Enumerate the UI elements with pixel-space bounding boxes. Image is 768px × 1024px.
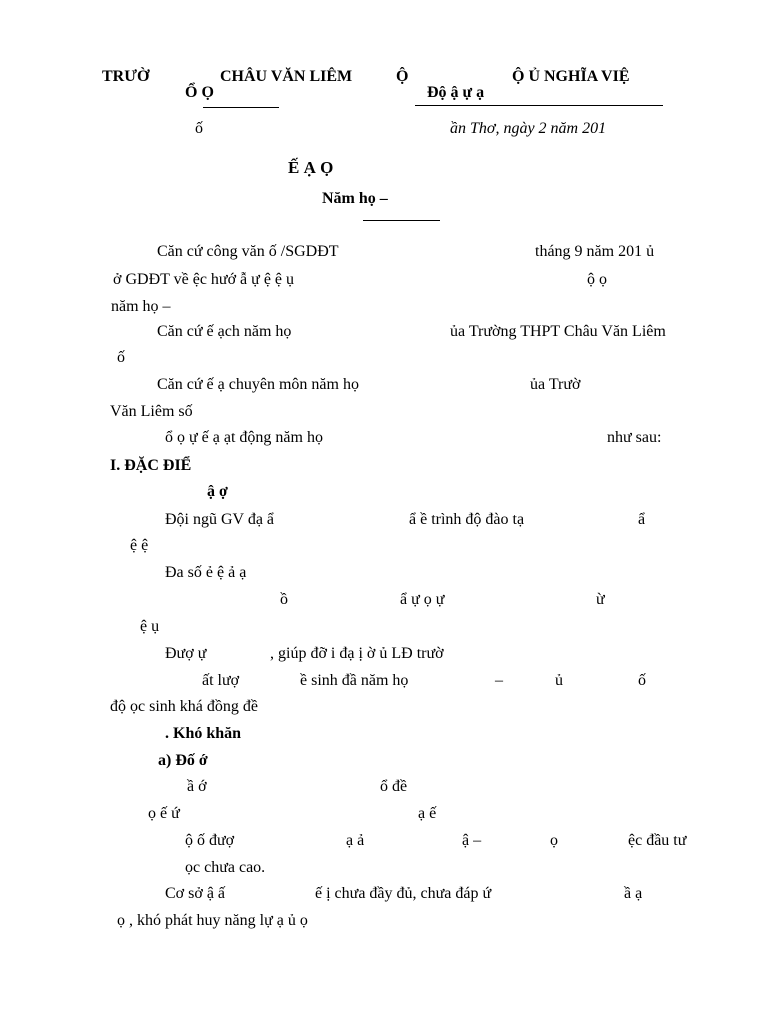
difficulties-heading: . Khó khăn — [165, 725, 242, 742]
advantage-3-line2-u: ủ — [555, 672, 563, 689]
title-underline — [363, 220, 440, 221]
right-header-underline — [415, 105, 663, 106]
school-name-prefix: TRƯỜ — [102, 68, 150, 85]
advantage-2-line2-mid: ẩ ự ọ ự — [400, 591, 445, 608]
advantage-2-line2-end: ừ — [596, 591, 605, 608]
basis-paragraph-1-line2: ở GDĐT về ệc hướ ẫ ự ệ ệ ụ — [113, 271, 295, 288]
difficulty-3-line2: ọ , khó phát huy năng lự ạ ủ ọ — [117, 912, 308, 929]
basis-paragraph-3-line2: Văn Liêm số — [110, 403, 193, 420]
advantage-3-line2: ất lượ — [202, 672, 240, 689]
school-name: CHÂU VĂN LIÊM — [220, 68, 353, 85]
basis-paragraph-3: Căn cứ ế ạ chuyên môn năm họ — [157, 376, 359, 393]
difficulty-2-mid: ạ ả — [346, 832, 365, 849]
document-number: ố — [195, 120, 203, 137]
difficulty-2: ộ ố đượ — [185, 832, 235, 849]
document-date: ần Thơ, ngày 2 năm 201 — [450, 120, 607, 137]
difficulty-2-line2: ọc chưa cao. — [185, 859, 266, 876]
basis-paragraph-2-end: ủa Trường THPT Châu Văn Liêm — [450, 323, 666, 340]
difficulties-students-heading: a) Đố ớ — [158, 752, 208, 769]
plan-intro-end: như sau: — [607, 429, 662, 446]
advantage-3: Đượ ự — [165, 645, 207, 662]
advantage-2: Đa số ẻ ệ ả ạ — [165, 564, 247, 581]
plan-intro: ổ ọ ự ế ạ ạt động năm họ — [165, 429, 323, 446]
difficulty-2-end: ệc đầu tư — [628, 832, 687, 849]
difficulty-2-mid3: ọ — [550, 832, 558, 849]
basis-paragraph-1-line3: năm họ – — [111, 298, 171, 315]
advantage-2-line3: ệ ụ — [140, 618, 160, 635]
difficulty-2-mid2: ậ – — [462, 832, 482, 849]
advantage-1-mid: ẩ ề trình độ đào tạ — [409, 511, 525, 528]
difficulty-1: ầ ớ — [187, 778, 207, 795]
advantage-1-end: ẩ — [638, 511, 646, 528]
difficulty-3-end: ầ ạ — [624, 885, 643, 902]
department-name: Ổ Ọ — [185, 84, 214, 101]
advantage-3-line2-dash: – — [495, 672, 503, 689]
basis-paragraph-1-line2-end: ộ ọ — [587, 271, 607, 288]
section-1-heading: I. ĐẶC ĐIỂ — [110, 457, 192, 474]
document-title: Ế Ạ Ọ — [288, 158, 334, 177]
difficulty-3: Cơ sở ậ ấ — [165, 885, 226, 902]
advantage-1-line2: ệ ệ — [130, 537, 149, 554]
republic-name: Ộ Ủ NGHĨA VIỆ — [512, 68, 630, 85]
national-motto: Độ ậ ự ạ — [427, 84, 485, 101]
advantage-1: Đội ngũ GV đạ ẩ — [165, 511, 275, 528]
basis-paragraph-2-line2: ố — [117, 349, 125, 366]
advantage-3-line2-mid: ề sinh đầ năm họ — [300, 672, 409, 689]
advantages-heading: ậ ợ — [207, 483, 228, 500]
advantage-3-mid: , giúp đỡ i đạ ị ờ ủ LĐ trườ — [270, 645, 444, 662]
basis-paragraph-1: Căn cứ công văn ố /SGDĐT — [157, 243, 339, 260]
difficulty-1-end: ổ đề — [380, 778, 408, 795]
difficulty-3-mid: ế ị chưa đầy đủ, chưa đáp ứ — [315, 885, 492, 902]
advantage-3-line3: độ ọc sinh khá đồng đề — [110, 698, 258, 715]
advantage-3-line2-end: ố — [638, 672, 646, 689]
basis-paragraph-1-end: tháng 9 năm 201 ủ — [535, 243, 655, 260]
advantage-2-line2: ồ — [280, 591, 288, 608]
basis-paragraph-3-end: ủa Trườ — [530, 376, 581, 393]
republic-name-start: Ộ — [396, 68, 409, 85]
difficulty-1-line2-end: ạ ế — [418, 805, 437, 822]
basis-paragraph-2: Căn cứ ế ạch năm họ — [157, 323, 292, 340]
school-year-heading: Năm họ – — [322, 190, 388, 207]
left-header-underline — [203, 107, 279, 108]
difficulty-1-line2: ọ ế ứ — [148, 805, 180, 822]
